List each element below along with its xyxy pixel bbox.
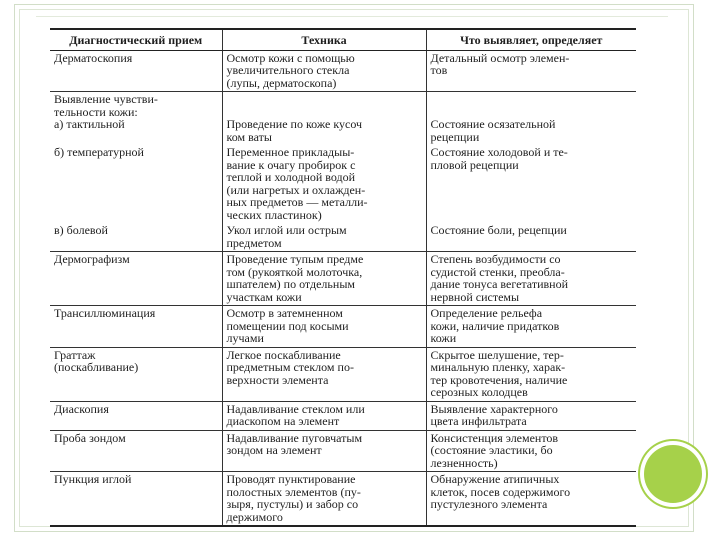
- cell-method: Диаскопия: [50, 401, 222, 430]
- cell-technique: Укол иглой или острым предметом: [222, 223, 426, 252]
- cell-technique: Осмотр в затемненном помещении под косыми лучами: [222, 306, 426, 348]
- cell-method: Пункция иглой: [50, 472, 222, 527]
- cell-detects: Скрытое шелушение, тер- минальную пленку, харак- тер кровотечения, наличие серозных колодцев: [426, 347, 636, 401]
- cell-detects: Выявление характерного цвета инфильтрата: [426, 401, 636, 430]
- cell-method: Выявление чувстви- тельности кожи: а) тактильной: [50, 92, 222, 146]
- table-row: [50, 50, 636, 92]
- cell-detects: Обнаружение атипичных клеток, посев содержимого пустулезного элемента: [426, 472, 636, 527]
- table-row: [50, 92, 636, 146]
- slide-top-rule: [36, 16, 668, 17]
- cell-detects: Детальный осмотр элемен- тов: [426, 50, 636, 92]
- accent-circle: [644, 445, 702, 503]
- table-row: [50, 401, 636, 430]
- document-page: [50, 28, 636, 524]
- cell-method: Дерматоскопия: [50, 50, 222, 92]
- header-what-detects: Что выявляет, определяет: [426, 29, 636, 50]
- table-row: [50, 472, 636, 527]
- cell-technique: Проведение по коже кусоч ком ваты: [222, 92, 426, 146]
- cell-technique: Надавливание пуговчатым зондом на элемент: [222, 430, 426, 472]
- cell-technique: Легкое поскабливание предметным стеклом по- верхности элемента: [222, 347, 426, 401]
- cell-detects: Определение рельефа кожи, наличие придатков кожи: [426, 306, 636, 348]
- cell-detects: Консистенция элементов (состояние эластики, бо лезненность): [426, 430, 636, 472]
- cell-detects: Степень возбудимости со судистой стенки, преобла- дание тонуса вегетативной нервной системы: [426, 252, 636, 306]
- cell-detects: Состояние боли, рецепции: [430, 223, 567, 237]
- table-row: [50, 223, 636, 252]
- table-row: [50, 306, 636, 348]
- header-diagnostic-method: Диагностический прием: [50, 29, 222, 50]
- table-row: [50, 252, 636, 306]
- cell-method: Граттаж (поскабливание): [50, 347, 222, 401]
- cell-method: Трансиллюминация: [50, 306, 222, 348]
- cell-technique: Переменное прикладыы- вание к очагу пробирок с теплой и холодной водой (или нагретых и охлажден- ных предметов — металли- ческих пластинок): [222, 145, 426, 223]
- cell-method: б) температурной: [50, 145, 222, 223]
- cell-detects: Состояние холодовой и те- пловой рецепции: [430, 145, 568, 172]
- cell-detects: Состояние осязательной рецепции: [426, 92, 636, 146]
- header-technique: Техника: [222, 29, 426, 50]
- table-row: [50, 347, 636, 401]
- table-header-row: [50, 29, 636, 50]
- cell-method: Проба зондом: [50, 430, 222, 472]
- cell-method: Дермографизм: [50, 252, 222, 306]
- cell-technique: Надавливание стеклом или диаскопом на элемент: [222, 401, 426, 430]
- table-row: [50, 145, 636, 223]
- diagnostic-table: [50, 28, 636, 527]
- cell-technique: Проводят пунктирование полостных элементов (пу- зыря, пустулы) и забор со держимого: [222, 472, 426, 527]
- cell-technique: Проведение тупым предме том (рукояткой молоточка, шпателем) по отдельным участкам кожи: [222, 252, 426, 306]
- cell-technique: Осмотр кожи с помощью увеличительного стекла (лупы, дерматоскопа): [222, 50, 426, 92]
- cell-method: в) болевой: [50, 223, 222, 252]
- table-row: [50, 430, 636, 472]
